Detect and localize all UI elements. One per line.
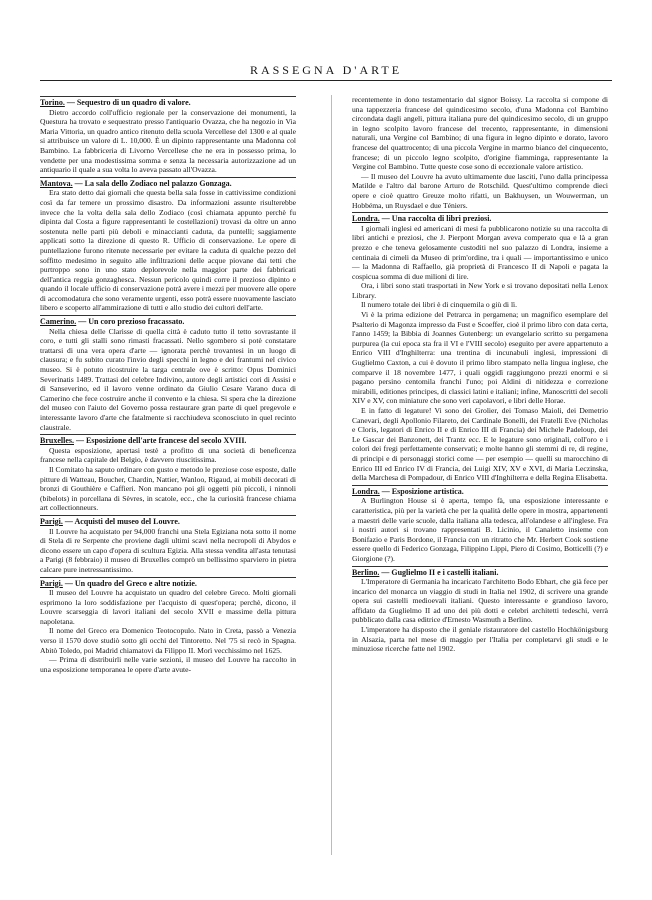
news-place: Bruxelles. bbox=[40, 436, 74, 446]
news-paragraph: Questa esposizione, apertasi testè a profitto di una società di beneficenza francese nella capitale del Belgio, è davvero riuscitissima. bbox=[40, 445, 296, 465]
news-item bbox=[40, 434, 296, 513]
news-item bbox=[40, 315, 296, 432]
news-item bbox=[40, 96, 296, 175]
news-place: Berlino. bbox=[352, 567, 380, 577]
news-heading bbox=[40, 515, 296, 527]
news-heading bbox=[352, 566, 608, 578]
news-place: Parigi. bbox=[40, 578, 63, 588]
news-paragraph: Dietro accordo coll'ufficio regionale per la conservazione dei monumenti, la Questura ha trovato e sequestrato presso l'antiquario Ovazza, che ha negozio in Via Maria Vittoria, un quadro antico ritenuto della scuola Vercellese del 1300 e al quale si attribuisce un valore di L. 10,000. È un dipinto rappresentante una Madonna col Bambino. La fabbriceria di Livorno Vercellese che ne era in possesso prima, lo vendette per una modestissima somma e senza la necessaria autorizzazione ad un antiquario il quale a sua volta lo aveva passato all'Ovazza. bbox=[40, 107, 296, 175]
news-heading bbox=[40, 96, 296, 108]
news-place: Londra. bbox=[352, 214, 380, 224]
header-rule bbox=[40, 80, 612, 81]
news-paragraph: A Burlington House si è aperta, tempo fà, una esposizione interessante e caratteristica, più per la varietà che per la qualità delle opere in mostra, appartenenti a maestri delle varie scuole, dalla italiana alla tedesca, all'olandese e all'inglese. Fra i nostri autori si trovano rappresentati B. Licinio, il Canaletto insieme con Bonifazio e Paris Bordone, il Francia con un ritratto che Mr. Herbert Cook sostiene essere quello di Federico Gonzaga, Filippino Lippi, Piero di Cosimo, Botticelli (?) e Giorgione (?). bbox=[352, 496, 608, 563]
news-title: — Guglielmo II e i castelli italiani. bbox=[379, 567, 499, 577]
news-heading bbox=[40, 434, 296, 446]
news-item bbox=[352, 485, 608, 564]
news-heading bbox=[352, 212, 608, 224]
news-heading bbox=[40, 315, 296, 327]
news-paragraph: Il numero totale dei libri è di cinquemila o giù di lì. bbox=[361, 300, 518, 310]
news-paragraph: Il museo del Louvre ha acquistato un quadro del celebre Greco. Molti giornali esprimono la loro soddisfazione per l'acquisto di quest'opera; perchè, dicono, il Louvre scarseggia di lavori italiani del secolo XVII e massime della pittura napoletana. bbox=[40, 588, 296, 626]
news-heading bbox=[40, 577, 296, 589]
news-title: — Una raccolta di libri preziosi. bbox=[379, 214, 492, 224]
news-paragraph: recentemente in dono testamentario dal signor Boissy. La raccolta si compone di una tappezzeria francese del quindicesimo secolo, d'una Madonna col Bambino circondata dagli angeli, pittura italiana pure del quindicesimo secolo, di un gruppo in legno scolpito lavoro francese del trecento, rappresentante, in dimensioni naturali, una Vergine col Bambino; di una figura in legno dipinto e dorato, lavoro francese del quattrocento; di una piccola Vergine in marmo bianco del cinquecento, francese; di un piccolo legno scolpito, d'origine fiamminga, rappresentante la Vergine col Bambino. Tutte queste cose sono di eccezionale valore artistico. bbox=[352, 95, 608, 172]
news-place: Mantova. bbox=[40, 178, 73, 188]
news-paragraph: Il Comitato ha saputo ordinare con gusto e metodo le preziose cose esposte, dalle pitture di Watteau, Boucher, Chardin, Nattier, Wanloo, Rigaud, ai mobili decorati di bronzi di Gouthière e Caffieri. Non mancano poi gli oggetti più piccoli, i ninnoli (bibelots) in porcellana di Sèvres, in scatole, ecc., che la curiosità francese chiama art collectionneurs. bbox=[40, 464, 296, 513]
news-paragraph: — Prima di distribuirli nelle varie sezioni, il museo del Louvre ha raccolto in una esposizione temporanea le opere d'arte avute- bbox=[40, 655, 296, 674]
column-divider bbox=[331, 95, 332, 855]
page-title: RASSEGNA D'ARTE bbox=[249, 63, 403, 77]
news-paragraph: Il nome del Greco era Domenico Teotocopulo. Nato in Creta, passò a Venezia verso il 1570 dove studiò sotto gli occhi del Tintoretto. Nel '75 si recò in Spagna. Abitò Toledo, poi Madrid chiamatovi da Filippo II. Morì vecchissimo nel 1625. bbox=[40, 626, 296, 655]
news-heading bbox=[40, 177, 296, 189]
news-item bbox=[352, 212, 608, 483]
news-title: — La sala dello Zodiaco nel palazzo Gonzaga. bbox=[72, 178, 232, 188]
news-paragraph: — Il museo del Louvre ha avuto ultimamente due lasciti, l'uno dalla principessa Matilde e l'altro dal barone Arturo de Rotschild. Quest'ultimo comprende dieci opere e cioè quattro Greuze molto rifatti, un Bakhuysen, un Wouwerman, un Hobbéma, un Ruysdael e due Téniers. bbox=[352, 171, 608, 210]
news-title: — Un quadro del Greco e altre notizie. bbox=[62, 578, 197, 588]
news-title: — Esposizione artistica. bbox=[379, 486, 464, 496]
news-title: — Esposizione dell'arte francese del secolo XVIII. bbox=[74, 436, 247, 446]
news-item bbox=[40, 577, 296, 675]
news-paragraph: Ora, i libri sono stati trasportati in New York e si trovano depositati nella Lenox Library. bbox=[352, 281, 608, 300]
news-paragraph: E in fatto di legature! Vi sono dei Grolier, dei Tomaso Maioli, dei Demetrio Canevari, degli Apollonio Filareto, dei Cardinale Bonelli, dei Fratelli Eve (Nicholas e Cloris, legatori di Enrico II e di Enrico III di Francia) dei Michele Padeloup, dei Le Gascar dei Banzonett, dei Trantz ecc. E le legature sono originali, coll'oro e i colori dei fregi perfettamente conservati; e molte hanno gli stemmi di re, di regine, di principi e di personaggi storici come — per esempio — quelli su marocchino di Enrico III ed Enrico IV di Francia, dei Luigi XIV, XV e XVI, di Maria Leczinska, della Marchesa di Pompadour, di Enrico VIII d'Inghilterra e della Regina Elisabetta. bbox=[352, 406, 608, 483]
news-title: — Un coro prezioso fracassato. bbox=[76, 317, 185, 327]
news-item bbox=[352, 566, 608, 654]
news-place: Londra. bbox=[352, 486, 380, 496]
news-place: Parigi. bbox=[40, 516, 63, 526]
news-paragraph: Nella chiesa delle Clarisse di quella città è caduto tutto il tetto sovrastante il coro, e tutti gli stalli sono rimasti fracassati. Nello sgombero si potè constatare trattarsi di una vera opera d'arte — ignorata perchè trovantesi in un luogo di clausura; e fu subito curato l'invio degli specchi in legno e dei frantumi nel civico museo. Si è potuto ricostruire la targa centrale ove è scritto: Opus Dominici Severinatis 1489. Trattasi del celebre Indivino, autore degli artistici cori di Assisi e di Sanseverino, ed il lavoro venne ordinato da Giulio Cesare Varano duca di Camerino che fece costruire anche il convento e la chiesa. Si spera che la direzione del museo con l'aiuto del Governo possa restaurare gran parte di quel pregevole e interessante lavoro d'arte che fatalmente si racchiudeva sconosciuto in quel recinto claustrale. bbox=[40, 326, 296, 432]
news-title: — Acquisti del museo del Louvre. bbox=[62, 516, 180, 526]
news-paragraph: L'Imperatore di Germania ha incaricato l'architetto Bodo Ebhart, che già fece per incarico del monarca un viaggio di studi in Italia nel 1902, di scrivere una grande opera sui castelli medioevali italiani. Questo interessante e grandioso lavoro, affidato da Guglielmo II ad uno dei più dotti e celebri architetti tedeschi, verrà pubblicato dalla casa editrice d'Ernesto Wasmuth a Berlino. bbox=[352, 577, 608, 625]
left-column bbox=[40, 95, 296, 676]
news-heading bbox=[352, 485, 608, 497]
news-paragraph: Era stato detto dai giornali che questa bella sala fosse in cattivissime condizioni così da far temere un prossimo disastro. Da informazioni assunte risulterebbe invece che la volta della sala dello Zodiaco (così chiamata appunto perchè fu dipinta dal Costa a figure rappresentanti le costellazioni) trovasi da oltre un anno sostenuta nelle parti più deboli e minaccianti caduta, da puntelli; saggiamente applicati sotto la direzione di questo R. Ufficio di conservazione. Le opere di puntellazione furono ritenute necessarie per evitare la caduta di qualche pezzo del soffitto medesimo in seguito alle infiltrazioni delle acque piovane dai tetti che purtroppo sono in uno stato deplorevole nella maggior parte dei fabbricati dell'antica reggia gonzaghesca. Nessun pericolo quindi corre il prezioso dipinto e quando il locale ufficio di conservazione potrà avere i mezzi per muovere alle opere di accomodatura che sono veramente urgenti, esso potrà essere nuovamente lasciato libero e scoperto all'ammirazione di tutti e allo studio dei cultori dell'arte. bbox=[40, 188, 296, 313]
right-column bbox=[352, 95, 608, 656]
news-title: — Sequestro di un quadro di valore. bbox=[64, 98, 191, 107]
news-place: Torino. bbox=[40, 98, 65, 107]
news-paragraph: L'imperatore ha disposto che il geniale ristauratore del castello Hochkönigsburg in Alsazia, parta nel mese di maggio per l'Italia per completarvi gli studi e le minuziose ricerche fatte nel 1902. bbox=[352, 625, 608, 654]
news-item bbox=[40, 515, 296, 575]
news-paragraph: Il Louvre ha acquistato per 94,000 franchi una Stela Egiziana nota sotto il nome di Stela di re Serpente che proviene dagli ultimi scavi nella necropoli di Abydos e dicono essere un capo d'opera di scultura Egizia. Alla stessa vendita all'asta tenutasi a Parigi (8 febbraio) il museo di Bruxelles comprò un bellissimo sparviero in pietra calcare pure inetressantissimo. bbox=[40, 526, 296, 574]
news-place: Camerino. bbox=[40, 317, 77, 327]
news-item bbox=[40, 177, 296, 313]
news-paragraph: Vi è la prima edizione del Petrarca in pergamena; un magnifico esemplare del Psalterio di Magonza impresso da Fust e Scoeffer, cioè il primo libro con data certa, l'anno 1459; la Bibbia di Joannes Gutenberg: un evangelario scritto su pergamena purpurea (la cui epoca sta fra il VI e l'VIII secolo) eseguito per avere appartenuto a Enrico VIII d'Inghilterra: una trentina di incunabuli inglesi, impressioni di Guglielmo Caxton, a cui è dovuto il primo libro stampato nella lingua inglese, che comparve il 18 novembre 1477, i quali oggidì raggiungono prezzi enormi e si pagano persino centomila franchi l'uno; poi Aldini di nitidezza e correzione mirabili, editiones principes, di classici latini e italiani; infine, Manoscritti del secoli XIV e XV, con miniature che sono veri capolavori, e libri delle Horae. bbox=[352, 310, 609, 406]
news-paragraph: I giornali inglesi ed americani di mesi fa pubblicarono notizie su una raccolta di libri antichi e preziosi, che J. Pierpont Morgan aveva comperato qua e là a gran prezzo e che teneva gelosamente custoditi nel suo palazzo di Londra, insieme a centinaia di cimeli da Museo di prim'ordine, tra i quali — importantissimo e unico — la Madonna di Raffaello, già proprietà di Francesco II di Napoli e pagata la cospicua somma di due milioni di lire. bbox=[352, 223, 608, 281]
news-item bbox=[352, 95, 608, 210]
